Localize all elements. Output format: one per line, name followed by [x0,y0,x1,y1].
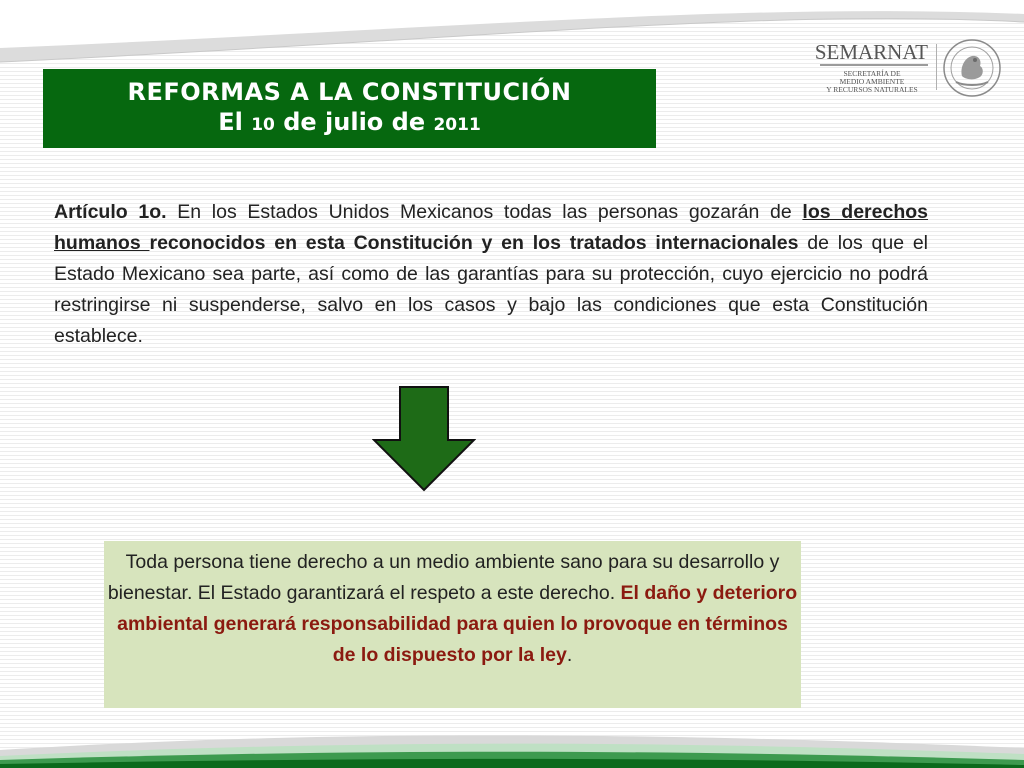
logo-underline [820,64,928,66]
article-text-2: de los que el Estado Mexicano sea parte, así como de las garantías para su protección, cuyo ejercicio no podrá restringirse ni suspenderse, salvo en los casos y bajo las condiciones que esta Constitución establece. [54,232,929,347]
environment-right-box [104,541,801,708]
logo-subtitle-1: SECRETARÍA DE [843,69,901,78]
logo-subtitle-3: Y RECURSOS NATURALES [826,85,918,94]
logo-name: SEMARNAT [814,40,928,64]
article-bold-underlined: los derechos humanos [54,201,929,254]
semarnat-logo [806,36,1006,98]
title-line-1: REFORMAS A LA CONSTITUCIÓN [127,78,572,106]
title-box [43,69,656,148]
result-highlight: El daño y deterioro ambiental generará responsabilidad para quien lo provoque en términos de lo dispuesto por la ley [117,582,798,666]
article-1-text [54,197,928,352]
article-text-1: En los Estados Unidos Mexicanos todas las personas gozarán de [166,201,803,223]
article-bold-1: reconocidos en esta Constitución y en los tratados internacionales [149,232,799,254]
result-text: Toda persona tiene derecho a un medio ambiente sano para su desarrollo y bienestar. El Estado garantizará el respeto a este derecho. [107,551,780,604]
result-text-end: . [566,644,573,666]
logo-divider [936,44,937,90]
down-arrow-icon [372,385,476,492]
title-line-2: El 10 de julio de 2011 [218,108,481,136]
bottom-wave-decoration [0,720,1024,768]
national-seal-icon [942,38,1002,98]
logo-subtitle-2: MEDIO AMBIENTE [839,77,905,86]
article-heading: Artículo 1o. [54,201,167,223]
